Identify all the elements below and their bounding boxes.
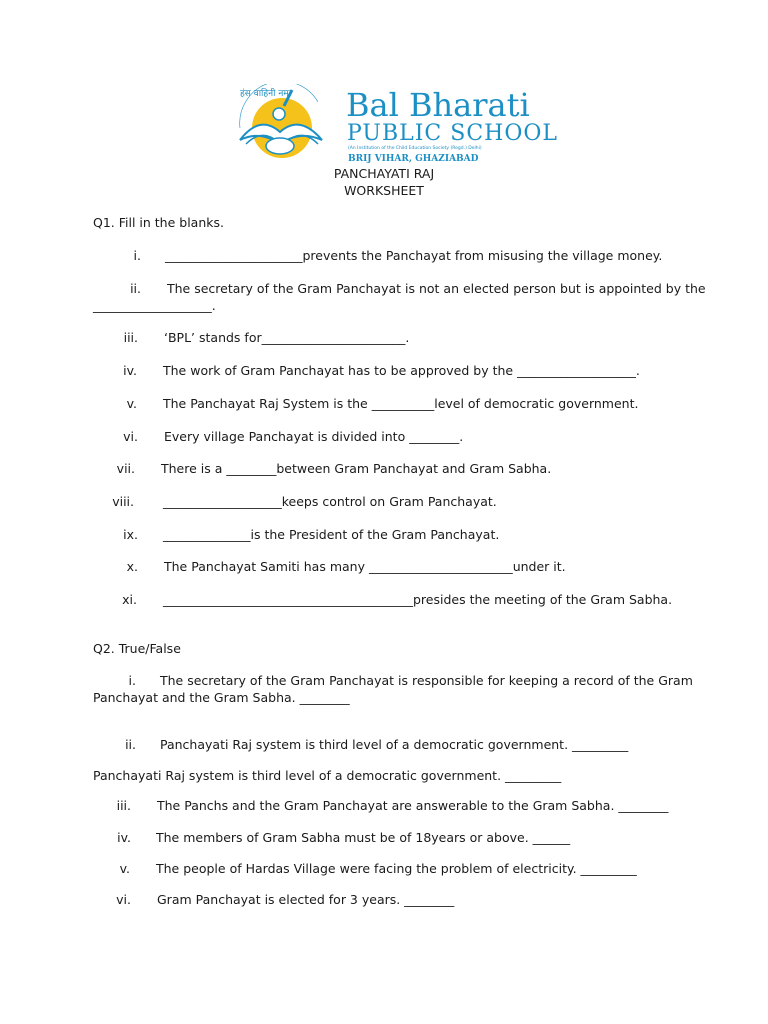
q1-item-number: vii.: [116, 461, 135, 476]
q1-item-number: viii.: [112, 494, 134, 509]
worksheet-subtitle: WORKSHEET: [344, 183, 424, 198]
q2-item-number: iii.: [116, 798, 131, 813]
q2-item-number: v.: [119, 861, 130, 876]
school-location: BRIJ VIHAR, GHAZIABAD: [348, 154, 479, 164]
q1-item-number: v.: [126, 396, 137, 411]
q2-item-number: ii.: [125, 737, 136, 752]
q1-item-text: ___________________keeps control on Gram Panchayat.: [163, 494, 497, 509]
q2-item-number: i.: [128, 673, 136, 688]
q1-item-text: Every village Panchayat is divided into ________.: [164, 429, 464, 444]
q1-item-continuation: ___________________.: [93, 298, 216, 313]
q2-item-text: The people of Hardas Village were facing the problem of electricity. _________: [156, 861, 637, 876]
q1-item-text: ________________________________________presides the meeting of the Gram Sabha.: [163, 592, 673, 607]
q2-item-text: The members of Gram Sabha must be of 18years or above. ______: [156, 830, 571, 845]
worksheet-title: PANCHAYATI RAJ: [333, 166, 435, 181]
q1-heading: Q1. Fill in the blanks.: [93, 215, 224, 230]
q1-item-text: The secretary of the Gram Panchayat is not an elected person but is appointed by the: [167, 281, 706, 296]
school-name: Bal Bharati: [346, 86, 530, 124]
q2-item-number: iv.: [117, 830, 131, 845]
q1-item-number: ix.: [123, 527, 138, 542]
q1-item-number: iii.: [123, 330, 138, 345]
q1-item-text: ‘BPL’ stands for_______________________.: [164, 330, 410, 345]
q1-item-number: vi.: [123, 429, 138, 444]
school-logo: [230, 84, 559, 170]
q1-item-text: There is a ________between Gram Panchayat and Gram Sabha.: [161, 461, 552, 476]
q1-item-number: ii.: [130, 281, 141, 296]
q2-item-text: The secretary of the Gram Panchayat is responsible for keeping a record of the Gram: [160, 673, 693, 688]
q2-plain-line: Panchayati Raj system is third level of a democratic government. _________: [93, 768, 562, 783]
q1-item-number: i.: [133, 248, 141, 263]
q1-item-text: The Panchayat Raj System is the __________level of democratic government.: [163, 396, 639, 411]
q2-heading: Q2. True/False: [93, 641, 181, 656]
q1-item-text: ______________is the President of the Gram Panchayat.: [163, 527, 500, 542]
q1-item-text: The Panchayat Samiti has many _______________________under it.: [164, 559, 566, 574]
q2-item-text: The Panchs and the Gram Panchayat are answerable to the Gram Sabha. ________: [157, 798, 669, 813]
q1-item-text: The work of Gram Panchayat has to be approved by the ___________________.: [163, 363, 640, 378]
emblem-motto: हंस वाहिनी नमः: [240, 89, 291, 99]
society-line: (An Institution of the Child Education Society (Regd.) Delhi): [348, 146, 482, 151]
q1-item-number: x.: [126, 559, 138, 574]
q1-item-number: xi.: [122, 592, 137, 607]
q2-item-continuation: Panchayat and the Gram Sabha. ________: [93, 690, 350, 705]
q1-item-text: ______________________prevents the Panchayat from misusing the village money.: [165, 248, 663, 263]
q2-item-text: Gram Panchayat is elected for 3 years. ________: [157, 892, 455, 907]
q2-item-text: Panchayati Raj system is third level of a democratic government. _________: [160, 737, 629, 752]
school-type: PUBLIC SCHOOL: [347, 121, 559, 146]
q1-item-number: iv.: [123, 363, 137, 378]
q2-item-number: vi.: [116, 892, 131, 907]
